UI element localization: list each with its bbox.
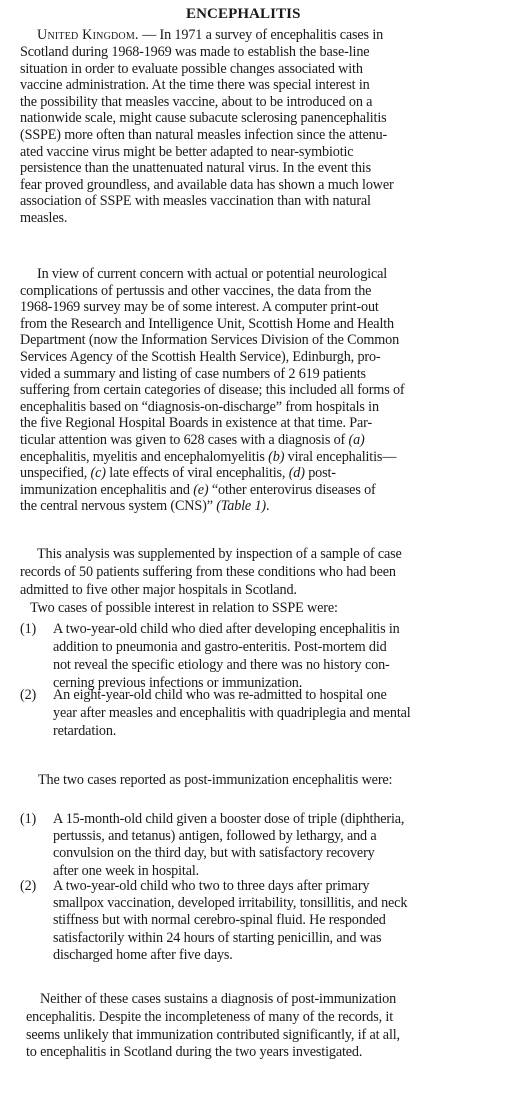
text-line: unspecified, (c) late effects of viral encephalitis, (d) post-	[20, 465, 336, 482]
text-line: ticular attention was given to 628 cases with a diagnosis of (a)	[20, 432, 365, 448]
case-text-line: A two-year-old child who two to three days after primary	[53, 878, 370, 894]
case-text-line: discharged home after five days.	[53, 946, 233, 963]
text-line: Services Agency of the Scottish Health Service), Edinburgh, pro-	[20, 349, 381, 365]
text-line: the central nervous system (CNS)” (Table 1).	[20, 498, 270, 515]
text-line: This analysis was supplemented by inspection of a sample of case	[37, 546, 402, 562]
text-line: measles.	[20, 210, 68, 226]
case-number: (2)	[20, 687, 37, 703]
case-number: (1)	[20, 621, 37, 637]
case-text-line: smallpox vaccination, developed irritability, tonsillitis, and neck	[53, 895, 408, 912]
text-line: the possibility that measles vaccine, about to be introduced on a	[20, 93, 373, 110]
case-text-line: after one week in hospital.	[53, 862, 200, 879]
case-text-line: cerning previous infections or immunization.	[53, 675, 303, 691]
text-line: ated vaccine virus might be better adapted to near-symbiotic	[20, 143, 354, 160]
text-line: association of SSPE with measles vaccination than with natural	[20, 193, 371, 210]
case-text-line: retardation.	[53, 723, 117, 739]
case-text-line: pertussis, and tetanus) antigen, followed by lethargy, and a	[53, 828, 377, 845]
text-line: the five Regional Hospital Boards in existence at that time. Par-	[20, 415, 373, 432]
text-line: situation in order to evaluate possible changes associated with	[20, 60, 363, 77]
text-line: Department (now the Information Services Division of the Common	[20, 332, 400, 349]
text-line: Neither of these cases sustains a diagnosis of post-immunization	[40, 991, 397, 1007]
text-line: persistence than the unattenuated natural virus. In the event this	[20, 160, 371, 177]
text-line: encephalitis based on “diagnosis-on-discharge” from hospitals in	[20, 398, 379, 415]
country-heading: United Kingdom.	[37, 27, 139, 43]
case-text-line: year after measles and encephalitis with quadriplegia and mental	[53, 705, 411, 721]
text-line: 1968-1969 survey may be of some interest. A computer print-out	[20, 299, 379, 316]
text-line: suffering from certain categories of disease; this included all forms of	[20, 382, 405, 399]
case-text-line: satisfactorily within 24 hours of starting penicillin, and was	[53, 929, 382, 946]
text-line: The two cases reported as post-immunization encephalitis were:	[38, 772, 393, 788]
text-line	[37, 28, 383, 42]
text-line: encephalitis. Despite the incompleteness of many of the records, it	[26, 1008, 393, 1025]
text-line: fear proved groundless, and available data has shown a much lower	[20, 176, 394, 193]
text-line: (SSPE) more often than natural measles infection since the attenu-	[20, 127, 388, 143]
case-number: (2)	[20, 878, 37, 894]
text-line: In view of current concern with actual or potential neurological	[37, 266, 388, 282]
case-text-line: stiffness but with normal cerebro-spinal fluid. He responded	[53, 912, 386, 929]
text-line: seems unlikely that immunization contributed significantly, if at all,	[26, 1026, 400, 1043]
text-line-rest: — In 1971 a survey of encephalitis cases in	[138, 27, 384, 43]
text-line: to encephalitis in Scotland during the two years investigated.	[26, 1044, 363, 1061]
case-text-line: not reveal the specific etiology and there was no history con-	[53, 657, 390, 673]
text-line: vaccine administration. At the time there was special interest in	[20, 77, 370, 94]
text-line: vided a summary and listing of case numbers of 2 619 patients	[20, 365, 366, 382]
case-number: (1)	[20, 811, 37, 827]
text-line: Scotland during 1968-1969 was made to establish the base-line	[20, 44, 370, 60]
text-line: encephalitis, myelitis and encephalomyelitis (b) viral encephalitis—	[20, 448, 397, 465]
text-line: nationwide scale, might cause subacute sclerosing panencephalitis	[20, 110, 387, 127]
text-line: records of 50 patients suffering from these conditions who had been	[20, 564, 396, 580]
text-line: admitted to five other major hospitals in Scotland.	[20, 582, 297, 598]
text-line: complications of pertussis and other vaccines, the data from the	[20, 282, 372, 299]
text-line: from the Research and Intelligence Unit, Scottish Home and Health	[20, 315, 394, 332]
case-text-line: An eight-year-old child who was re-admitted to hospital one	[53, 687, 387, 703]
case-text-line: convulsion on the third day, but with satisfactory recovery	[53, 845, 375, 862]
case-text-line: A 15-month-old child given a booster dose of triple (diphtheria,	[53, 811, 405, 827]
text-line: immunization encephalitis and (e) “other enterovirus diseases of	[20, 481, 376, 498]
text-line: Two cases of possible interest in relation to SSPE were:	[30, 600, 338, 616]
case-text-line: A two-year-old child who died after developing encephalitis in	[53, 621, 400, 637]
article-title: ENCEPHALITIS	[186, 6, 301, 22]
case-text-line: addition to pneumonia and gastro-enteritis. Post-mortem did	[53, 639, 387, 655]
